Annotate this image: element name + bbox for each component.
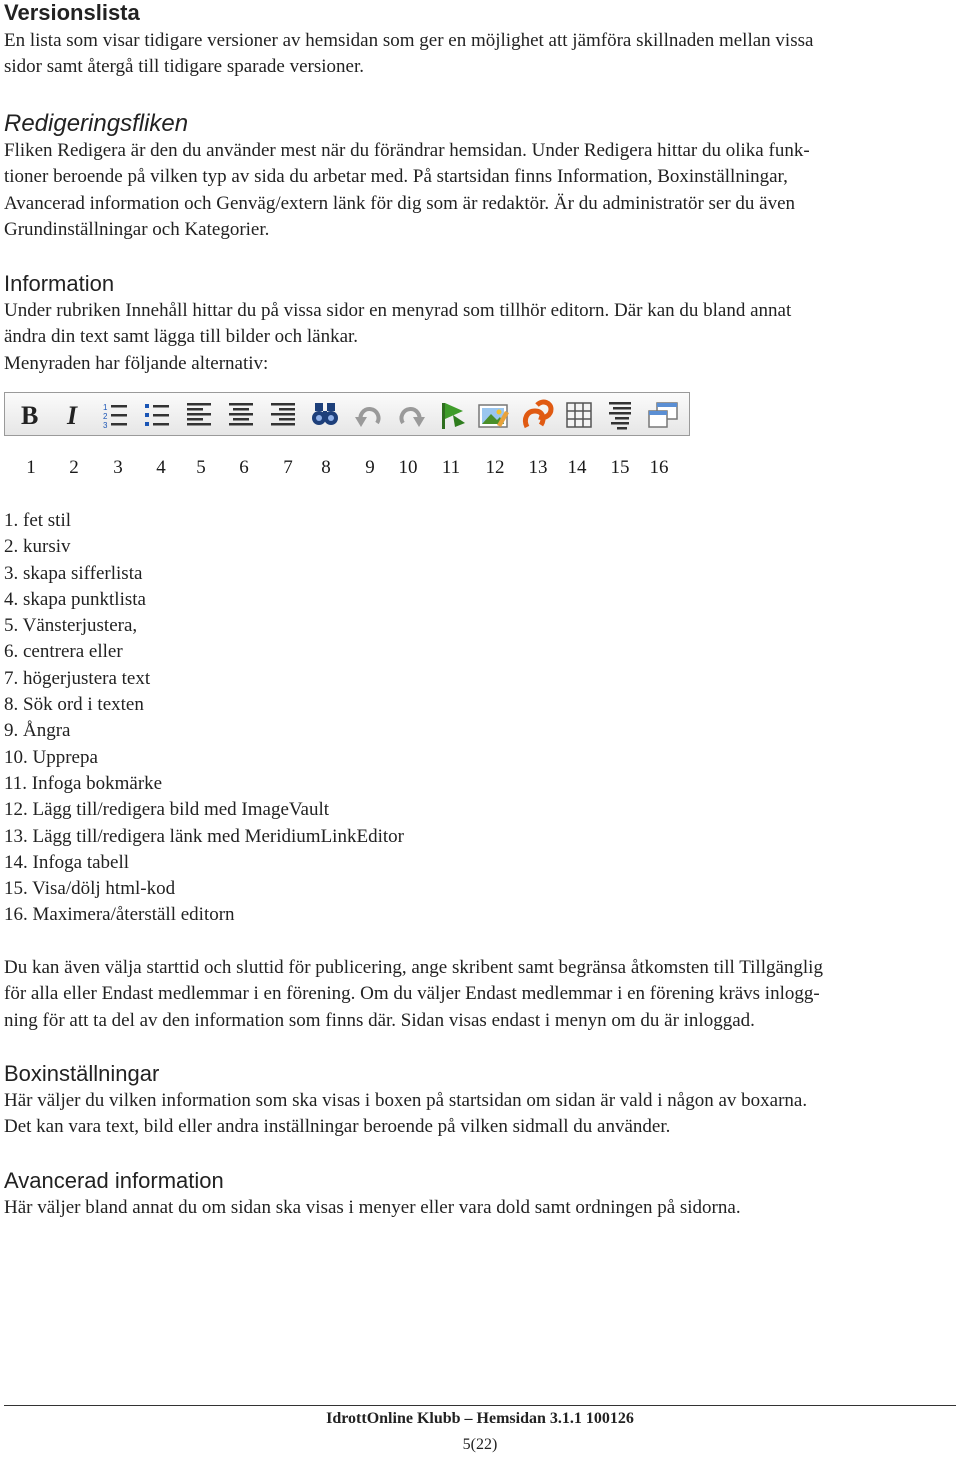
list-item: 2. kursiv xyxy=(4,536,71,558)
svg-text:3: 3 xyxy=(103,421,108,430)
link-icon[interactable] xyxy=(525,402,551,427)
list-item: 10. Upprepa xyxy=(4,746,98,768)
html-code-icon[interactable] xyxy=(609,402,631,430)
svg-text:I: I xyxy=(67,401,78,430)
text-line: sidor samt återgå till tidigare sparade versioner. xyxy=(4,56,365,78)
text-line: ändra din text samt lägga till bilder och länkar. xyxy=(4,326,359,348)
svg-text:2: 2 xyxy=(103,412,108,421)
heading-boxinstallningar: Boxinställningar xyxy=(4,1061,160,1086)
page-number: 5(22) xyxy=(462,1436,498,1453)
toolbar-number: 9 xyxy=(365,457,375,478)
text-line: Du kan även välja starttid och sluttid för publicering, ange skribent samt begränsa åtkomsten till Tillgänglig xyxy=(4,957,823,978)
list-item: 3. skapa sifferlista xyxy=(4,562,143,584)
list-item: 12. Lägg till/redigera bild med ImageVault xyxy=(4,799,330,821)
italic-icon[interactable] xyxy=(66,401,78,430)
paragraph-information xyxy=(4,298,954,377)
svg-text:B: B xyxy=(21,401,39,430)
list-item: 14. Infoga tabell xyxy=(4,851,130,873)
toolbar-number: 14 xyxy=(567,457,587,478)
svg-text:1: 1 xyxy=(103,403,108,412)
list-item: 4. skapa punktlista xyxy=(4,588,146,610)
heading-information: Information xyxy=(4,271,115,296)
list-item: 16. Maximera/återställ editorn xyxy=(4,904,235,926)
toolbar-number: 16 xyxy=(649,457,669,478)
footer-divider xyxy=(4,1405,956,1406)
toolbar-number: 13 xyxy=(528,457,548,478)
list-item: 7. högerjustera text xyxy=(4,667,151,689)
list-item: 6. centrera eller xyxy=(4,641,123,663)
align-center-icon[interactable] xyxy=(229,403,253,426)
toolbar-number: 3 xyxy=(113,457,123,478)
paragraph-publicering xyxy=(4,955,954,1034)
align-right-icon[interactable] xyxy=(271,403,295,426)
toolbar-icons xyxy=(5,393,691,437)
heading-versionslista: Versionslista xyxy=(4,0,140,25)
text-line: Här väljer bland annat du om sidan ska visas i menyer eller vara dold samt ordningen på sidorna. xyxy=(4,1197,741,1218)
text-line: för alla eller Endast medlemmar i en förening. Om du väljer Endast medlemmar i en förening krävs inlogg- xyxy=(4,983,820,1005)
undo-icon[interactable] xyxy=(355,409,378,427)
numbered-list-icon[interactable] xyxy=(103,403,127,430)
toolbar-number: 4 xyxy=(156,457,166,478)
paragraph-redigeringsfliken xyxy=(4,138,954,243)
heading-avancerad-information: Avancerad information xyxy=(4,1168,224,1193)
toolbar-number: 2 xyxy=(69,457,79,478)
text-line: ning för att ta del av den information som finns där. Sidan visas endast i menyn om du är inloggad. xyxy=(4,1009,755,1031)
binoculars-icon[interactable] xyxy=(312,403,338,425)
footer-title: IdrottOnline Klubb – Hemsidan 3.1.1 100126 xyxy=(326,1410,634,1427)
text-line: Här väljer du vilken information som ska visas i boxen på startsidan om sidan är vald i någon av boxarna. xyxy=(4,1090,808,1111)
bold-icon[interactable] xyxy=(21,401,38,430)
paragraph-avancerad-information xyxy=(4,1195,954,1221)
text-line: En lista som visar tidigare versioner av hemsidan som ger en möjlighet att jämföra skillnaden mellan vissa xyxy=(4,30,814,51)
toolbar-number: 10 xyxy=(398,457,418,478)
list-item: 15. Visa/dölj html-kod xyxy=(4,878,176,900)
paragraph-boxinstallningar xyxy=(4,1088,954,1141)
toolbar-number: 5 xyxy=(196,457,206,478)
list-item: 11. Infoga bokmärke xyxy=(4,772,163,794)
redo-icon[interactable] xyxy=(402,409,425,427)
text-line: Avancerad information och Genväg/extern länk för dig som är redaktör. Är du administratör ser du även xyxy=(4,192,796,214)
toolbar-number: 6 xyxy=(239,457,249,478)
table-icon[interactable] xyxy=(567,403,591,427)
toolbar-number-row xyxy=(0,457,700,481)
bookmark-flag-icon[interactable] xyxy=(442,403,465,429)
menu-items-list xyxy=(4,508,404,929)
text-line: Det kan vara text, bild eller andra inställningar beroende på vilken sidmall du använder. xyxy=(4,1116,671,1138)
toolbar-number: 11 xyxy=(441,457,461,478)
text-line: Fliken Redigera är den du använder mest när du förändrar hemsidan. Under Redigera hittar du olika funk- xyxy=(4,140,810,161)
toolbar-number: 15 xyxy=(610,457,630,478)
text-line: Menyraden har följande alternativ: xyxy=(4,352,269,374)
bullet-list-icon[interactable] xyxy=(145,404,169,426)
toolbar-number: 1 xyxy=(26,457,36,478)
text-line: tioner beroende på vilken typ av sida du arbetar med. På startsidan finns Information, Boxinställningar, xyxy=(4,166,788,188)
list-item: 8. Sök ord i texten xyxy=(4,694,144,716)
editor-toolbar xyxy=(4,392,690,436)
list-item: 9. Ångra xyxy=(4,720,71,742)
heading-redigeringsfliken: Redigeringsfliken xyxy=(4,110,189,137)
paragraph-versionslista xyxy=(4,28,954,81)
toolbar-number: 8 xyxy=(321,457,331,478)
list-item: 5. Vänsterjustera, xyxy=(4,615,138,637)
toolbar-number: 7 xyxy=(283,457,293,478)
toolbar-number: 12 xyxy=(485,457,505,478)
align-left-icon[interactable] xyxy=(187,403,211,426)
list-item: 13. Lägg till/redigera länk med MeridiumLinkEditor xyxy=(4,825,404,847)
maximize-icon[interactable] xyxy=(649,403,677,427)
text-line: Grundinställningar och Kategorier. xyxy=(4,218,270,240)
image-icon[interactable] xyxy=(479,405,509,427)
list-item: 1. fet stil xyxy=(4,510,72,531)
text-line: Under rubriken Innehåll hittar du på vissa sidor en menyrad som tillhör editorn. Där kan du bland annat xyxy=(4,300,792,321)
